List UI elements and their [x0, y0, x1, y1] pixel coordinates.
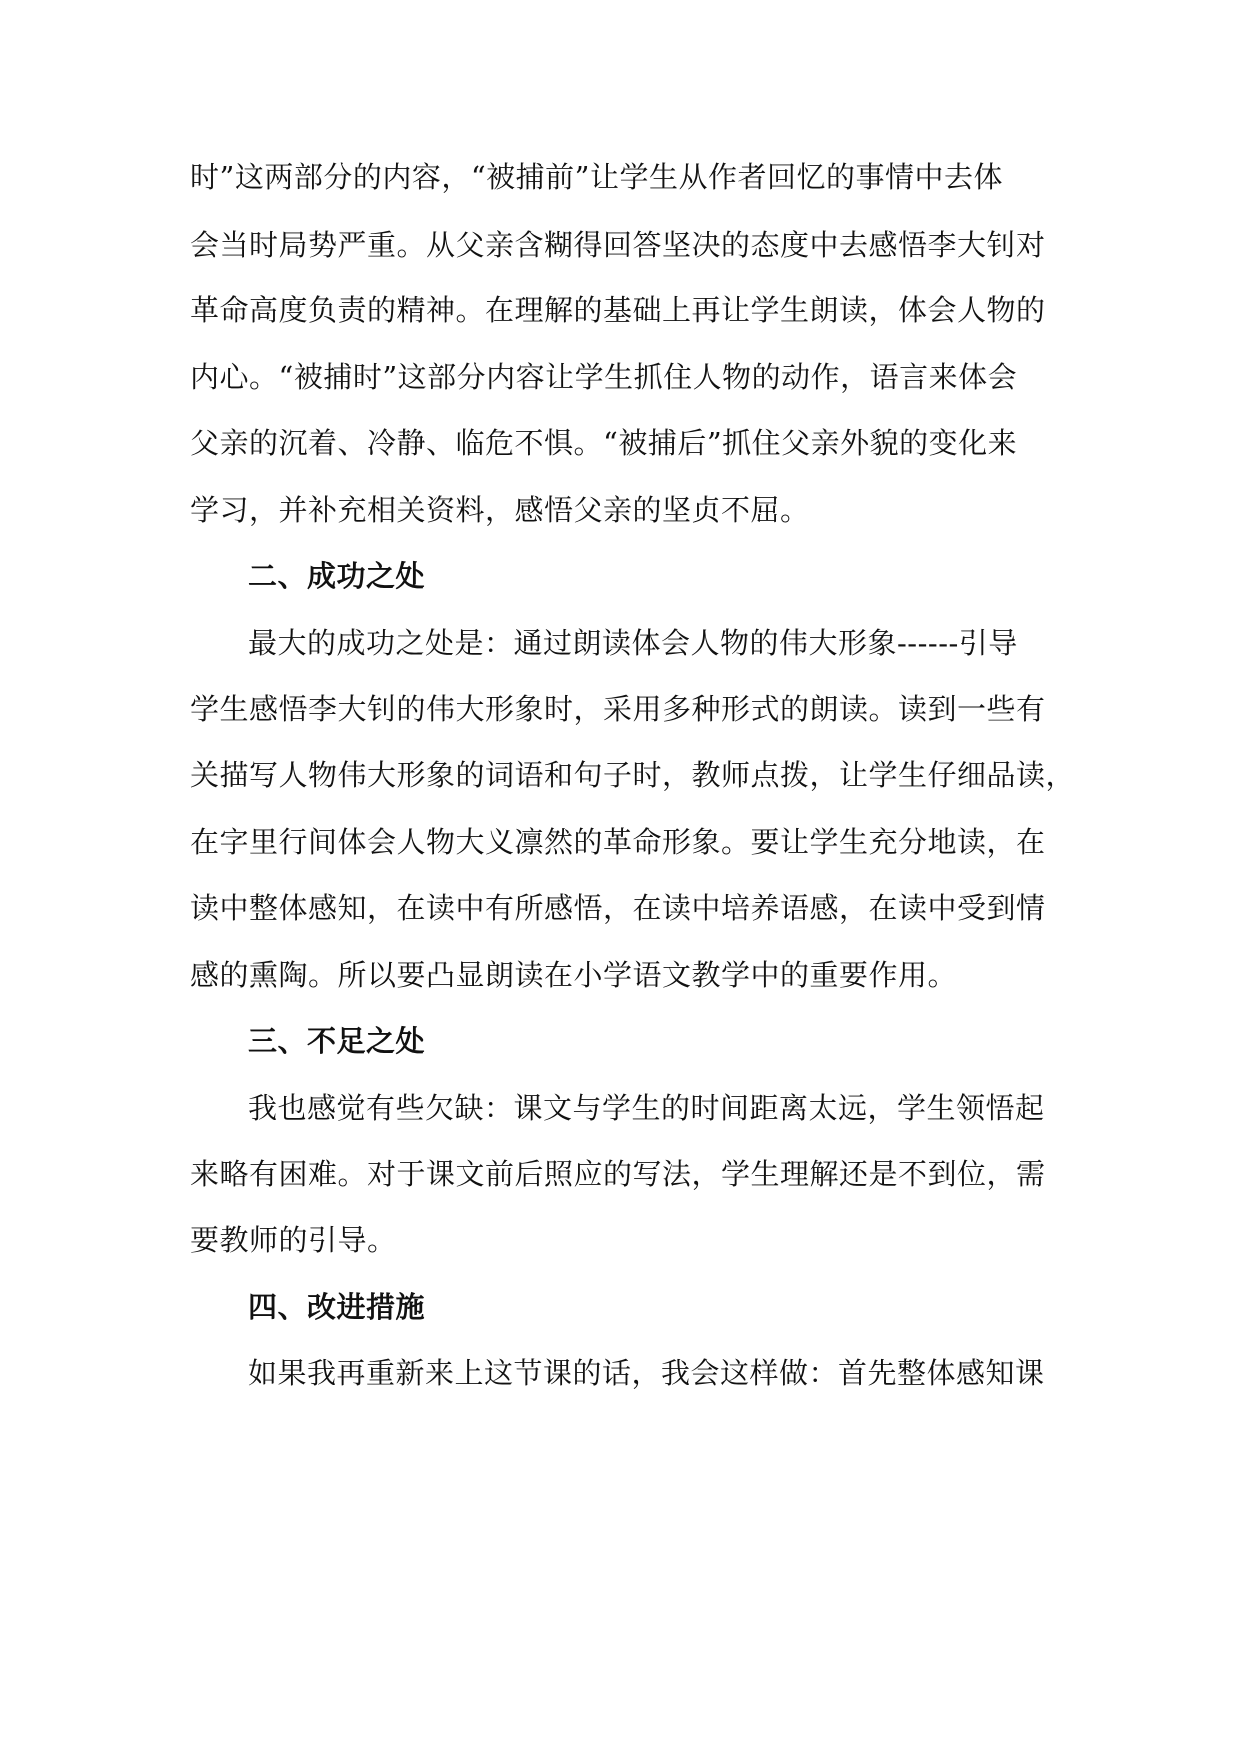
paragraph-3-line-1: 我也感觉有些欠缺：课文与学生的时间距离太远，学生领悟起 [248, 1091, 1045, 1125]
paragraph-2-line-3: 关描写人物伟大形象的词语和句子时，教师点拨，让学生仔细品读， [190, 758, 1076, 792]
paragraph-2-line-2: 学生感悟李大钊的伟大形象时，采用多种形式的朗读。读到一些有 [190, 692, 1046, 726]
paragraph-1-line-6: 学习，并补充相关资料，感悟父亲的坚贞不屈。 [190, 493, 810, 527]
paragraph-2-line-5: 读中整体感知，在读中有所感悟，在读中培养语感，在读中受到情 [190, 891, 1046, 925]
paragraph-1-line-2: 会当时局势严重。从父亲含糊得回答坚决的态度中去感悟李大钊对 [190, 228, 1046, 262]
paragraph-4-line-1: 如果我再重新来上这节课的话，我会这样做：首先整体感知课 [248, 1356, 1045, 1390]
paragraph-1-line-3: 革命高度负责的精神。在理解的基础上再让学生朗读，体会人物的 [190, 293, 1046, 327]
paragraph-1-line-1: 时”这两部分的内容，“被捕前”让学生从作者回忆的事情中去体 [190, 160, 1003, 194]
paragraph-2-line-6: 感的熏陶。所以要凸显朗读在小学语文教学中的重要作用。 [190, 958, 958, 992]
paragraph-2-line-1: 最大的成功之处是：通过朗读体会人物的伟大形象------引导 [248, 626, 1018, 660]
paragraph-1-line-4: 内心。“被捕时”这部分内容让学生抓住人物的动作，语言来体会 [190, 360, 1018, 394]
paragraph-3-line-2: 来略有困难。对于课文前后照应的写法，学生理解还是不到位，需 [190, 1157, 1046, 1191]
section-heading-success: 二、成功之处 [248, 559, 426, 593]
section-heading-shortcomings: 三、不足之处 [248, 1024, 426, 1058]
paragraph-3-line-3: 要教师的引导。 [190, 1223, 397, 1257]
paragraph-1-line-5: 父亲的沉着、冷静、临危不惧。“被捕后”抓住父亲外貌的变化来 [190, 426, 1018, 460]
section-heading-improvements: 四、改进措施 [248, 1290, 426, 1324]
paragraph-2-line-4: 在字里行间体会人物大义凛然的革命形象。要让学生充分地读，在 [190, 825, 1046, 859]
